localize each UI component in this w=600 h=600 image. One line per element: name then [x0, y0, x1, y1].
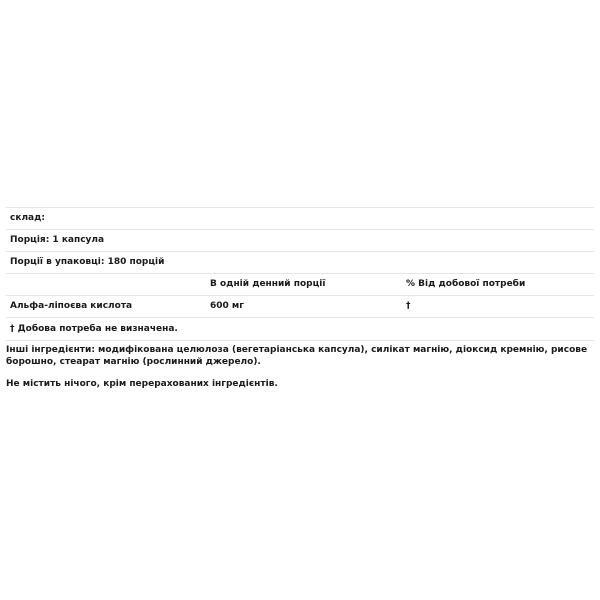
ingredient-amount: 600 мг: [206, 296, 402, 318]
servings-per-container-row: [6, 252, 594, 274]
column-header-amount: В одній денний порції: [206, 274, 402, 296]
column-header-row: [6, 274, 594, 296]
notes-section: [6, 344, 594, 400]
facts-heading: склад:: [6, 208, 594, 230]
facts-heading-row: [6, 208, 594, 230]
servings-per-container: Порції в упаковці: 180 порцій: [6, 252, 594, 274]
serving-size-row: [6, 230, 594, 252]
supplement-facts-table: [6, 207, 594, 341]
ingredient-name: Альфа-ліпоєва кислота: [6, 296, 206, 318]
table-row: [6, 296, 594, 318]
column-header-ingredient: [6, 274, 206, 296]
footnote-row: [6, 318, 594, 341]
disclaimer: Не містить нічого, крім перерахованих інгредієнтів.: [6, 379, 278, 389]
other-ingredients: Інші інгредієнти: модифікована целюлоза (вегетаріанська капсула), силікат магнію, діоксид кремнію, рисове борошно, стеарат магнію (рослинний джерело).: [6, 345, 588, 367]
serving-size: Порція: 1 капсула: [6, 230, 594, 252]
ingredient-daily-value: †: [402, 296, 594, 318]
footnote: † Добова потреба не визначена.: [6, 318, 594, 341]
column-header-daily-value: % Від добової потреби: [402, 274, 594, 296]
